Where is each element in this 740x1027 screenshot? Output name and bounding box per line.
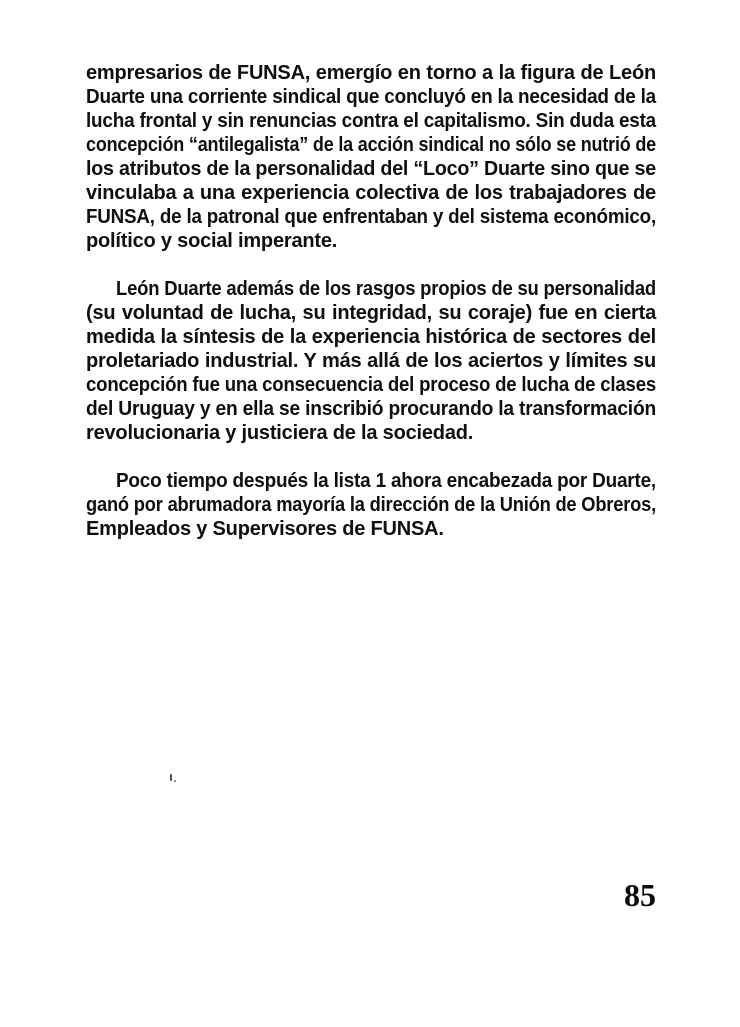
- text-line: concepción fue una consecuencia del proceso de lucha de clases: [86, 374, 656, 396]
- text-line: revolucionaria y justiciera de la sociedad.: [86, 422, 474, 444]
- text-line: los atributos de la personalidad del “Loco” Duarte sino que se: [86, 158, 656, 180]
- text-line: Empleados y Supervisores de FUNSA.: [86, 518, 444, 540]
- paragraph: [86, 61, 656, 253]
- text-line: medida la síntesis de la experiencia histórica de sectores del: [86, 326, 656, 348]
- text-line: vinculaba a una experiencia colectiva de los trabajadores de: [86, 182, 656, 204]
- text-line: Poco tiempo después la lista 1 ahora encabezada por Duarte,: [116, 470, 656, 492]
- text-line: del Uruguay y en ella se inscribió procurando la transformación: [86, 398, 656, 420]
- text-line: Duarte una corriente sindical que concluyó en la necesidad de la: [86, 86, 656, 108]
- text-line: concepción “antilegalista” de la acción sindical no sólo se nutrió de: [86, 134, 656, 156]
- text-line: político y social imperante.: [86, 230, 338, 252]
- text-line: empresarios de FUNSA, emergío en torno a la figura de León: [86, 62, 656, 84]
- text-line: proletariado industrial. Y más allá de los aciertos y límites su: [86, 350, 656, 372]
- text-line: ganó por abrumadora mayoría la dirección de la Unión de Obreros,: [86, 494, 656, 516]
- scan-artifact: [170, 774, 172, 781]
- paragraph: [86, 277, 656, 445]
- text-line: (su voluntad de lucha, su integridad, su coraje) fue en cierta: [86, 302, 656, 324]
- paragraph: [86, 469, 656, 541]
- text-block: [86, 61, 656, 541]
- text-line: León Duarte además de los rasgos propios de su personalidad: [116, 278, 656, 300]
- text-line: lucha frontal y sin renuncias contra el capitalismo. Sin duda esta: [86, 110, 656, 132]
- page-number: 85: [624, 877, 656, 913]
- text-line: FUNSA, de la patronal que enfrentaban y del sistema económico,: [86, 206, 656, 228]
